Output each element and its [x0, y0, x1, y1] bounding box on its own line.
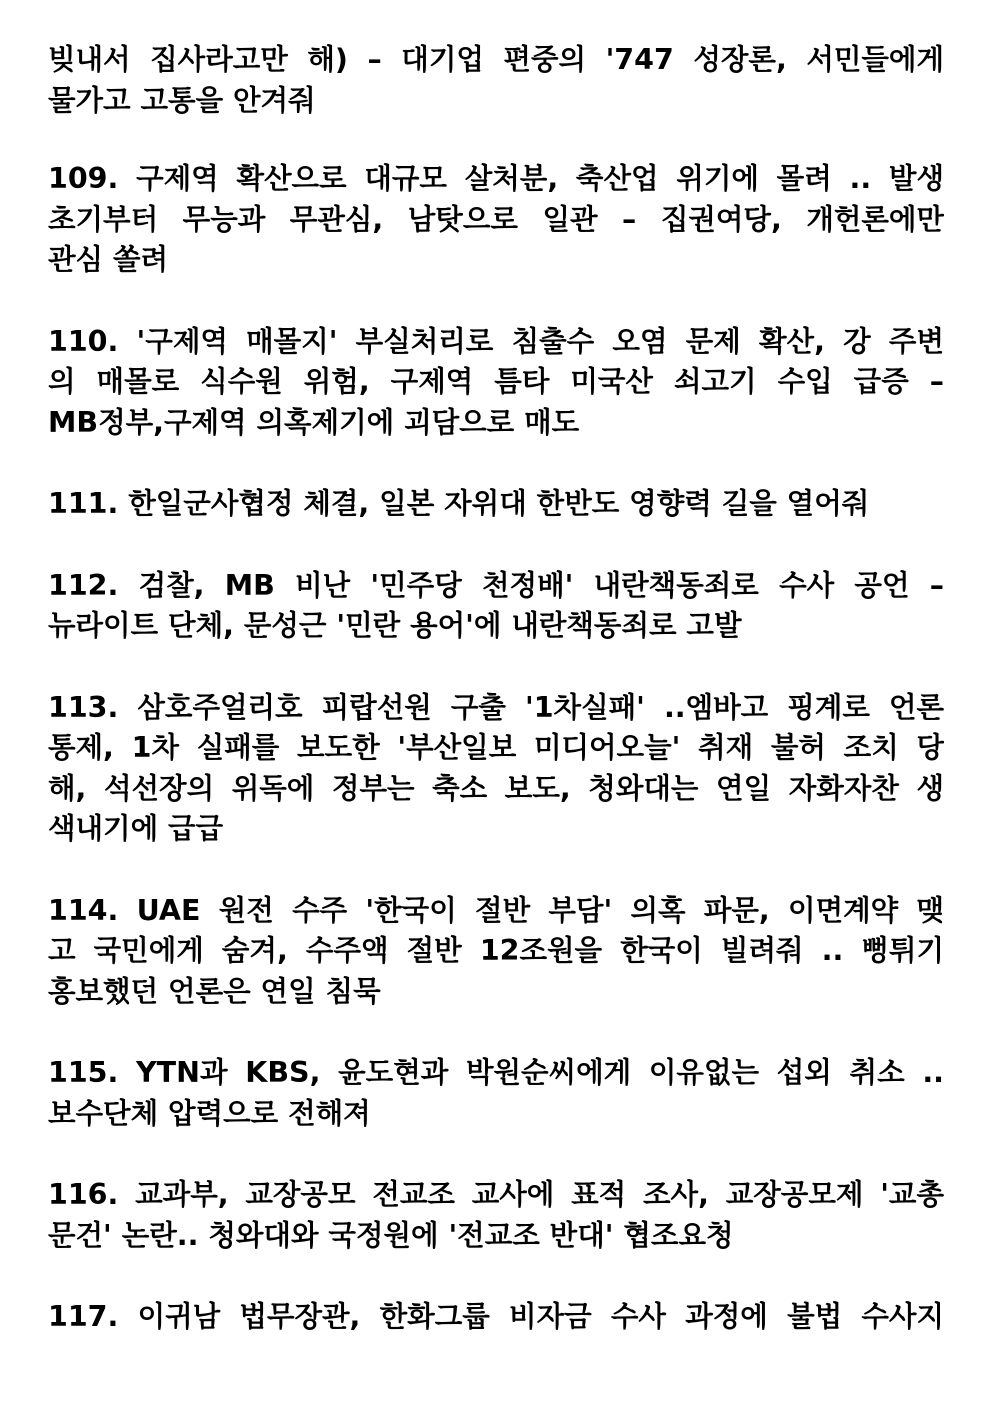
paragraph-item-continued [48, 40, 944, 121]
paragraph-item-111 [48, 484, 944, 525]
paragraph-item-116 [48, 1175, 944, 1256]
text-line: 관심 쏠려 [48, 243, 169, 276]
text-line: 117. 이귀남 법무장관, 한화그룹 비자금 수사 과정에 불법 수사지 [48, 1300, 944, 1333]
text-line: 116. 교과부, 교장공모 전교조 교사에 표적 조사, 교장공모제 '교총 [48, 1178, 944, 1211]
document-page [48, 40, 944, 1379]
text-line: 112. 검찰, MB 비난 '민주당 천정배' 내란책동죄로 수사 공언 – [48, 568, 944, 602]
text-line: 110. '구제역 매몰지' 부실처리로 침출수 오염 문제 확산, 강 주변 [48, 324, 944, 358]
text-line: 113. 삼호주얼리호 피랍선원 구출 '1차실패' ..엠바고 핑계로 언론 [48, 690, 944, 724]
text-line: 통제, 1차 실패를 보도한 '부산일보 미디어오늘' 취재 불허 조치 당 [48, 731, 944, 764]
text-line: 빚내서 집사라고만 해) – 대기업 편중의 '747 성장론, 서민들에게 [48, 43, 944, 76]
text-line: 의 매몰로 식수원 위험, 구제역 틈타 미국산 쇠고기 수입 급증 – [48, 365, 944, 398]
text-line: 초기부터 무능과 무관심, 남탓으로 일관 – 집권여당, 개헌론에만 [48, 202, 944, 236]
paragraph-item-117 [48, 1297, 944, 1338]
text-line: 111. 한일군사협정 체결, 일본 자위대 한반도 영향력 길을 열어줘 [48, 487, 870, 520]
text-line: 홍보했던 언론은 연일 침묵 [48, 974, 381, 1008]
text-line: MB정부,구제역 의혹제기에 괴담으로 매도 [48, 405, 580, 439]
text-line: 보수단체 압력으로 전해져 [48, 1096, 371, 1130]
paragraph-item-112 [48, 566, 944, 647]
paragraph-item-113 [48, 688, 944, 850]
paragraph-item-110 [48, 322, 944, 444]
text-line: 109. 구제역 확산으로 대규모 살처분, 축산업 위기에 몰려 .. 발생 [48, 162, 944, 195]
text-line: 114. UAE 원전 수주 '한국이 절반 부담' 의혹 파문, 이면계약 맺 [48, 893, 944, 927]
text-line: 해, 석선장의 위독에 정부는 축소 보도, 청와대는 연일 자화자찬 생 [48, 771, 944, 805]
text-line: 색내기에 급급 [48, 812, 224, 845]
text-line: 고 국민에게 숨겨, 수주액 절반 12조원을 한국이 빌려줘 .. 뻥튀기 [48, 934, 944, 967]
paragraph-item-114 [48, 891, 944, 1013]
paragraph-item-109 [48, 159, 944, 281]
paragraph-item-115 [48, 1053, 944, 1134]
text-line: 문건' 논란.. 청와대와 국정원에 '전교조 반대' 협조요청 [48, 1218, 734, 1252]
text-line: 115. YTN과 KBS, 윤도현과 박원순씨에게 이유없는 섭외 취소 .. [48, 1056, 944, 1089]
text-line: 물가고 고통을 안겨줘 [48, 83, 316, 117]
text-line: 뉴라이트 단체, 문성근 '민란 용어'에 내란책동죄로 고발 [48, 609, 742, 642]
